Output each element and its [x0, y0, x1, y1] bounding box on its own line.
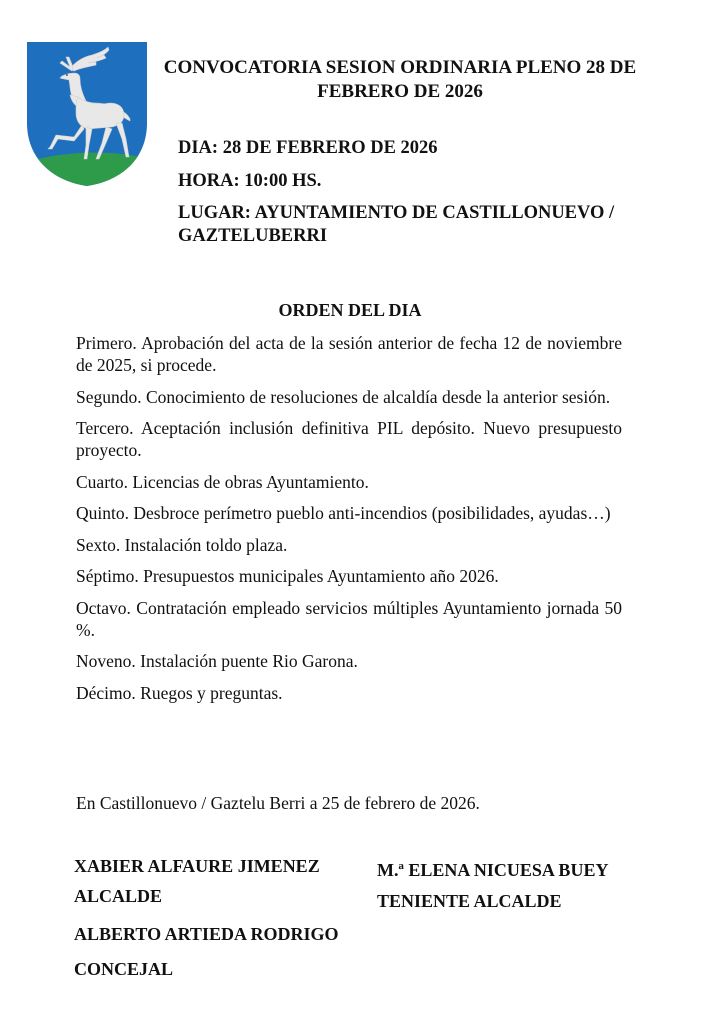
signatory-role-concejal: CONCEJAL — [74, 959, 174, 979]
meeting-time: HORA: 10:00 HS. — [178, 171, 322, 191]
agenda-item: Primero. Aprobación del acta de la sesión anterior de fecha 12 de noviembre de 2025, si procede. — [76, 333, 622, 375]
agenda-item: Séptimo. Presupuestos municipales Ayuntamiento año 2026. — [76, 566, 499, 586]
agenda-item: Octavo. Contratación empleado servicios múltiples Ayuntamiento jornada 50 %. — [76, 597, 622, 640]
signatory-role-alcalde: ALCALDE — [74, 886, 163, 906]
agenda-list — [76, 332, 622, 713]
agenda-item: Décimo. Ruegos y preguntas. — [76, 682, 283, 703]
meeting-date: DIA: 28 DE FEBRERO DE 2026 — [178, 138, 438, 158]
deer-eye — [66, 74, 68, 76]
agenda-item: Segundo. Conocimiento de resoluciones de alcaldía desde la anterior sesión. — [76, 386, 611, 407]
agenda-item: Tercero. Aceptación inclusión definitiva PIL depósito. Nuevo presupuesto proyecto. — [76, 418, 622, 460]
signatory-name-alcalde: XABIER ALFAURE JIMENEZ — [74, 856, 320, 876]
agenda-item: Quinto. Desbroce perímetro pueblo anti-incendios (posibilidades, ayudas…) — [76, 503, 611, 523]
agenda-item: Sexto. Instalación toldo plaza. — [76, 534, 288, 555]
agenda-item: Noveno. Instalación puente Rio Garona. — [76, 651, 358, 671]
meeting-place: LUGAR: AYUNTAMIENTO DE CASTILLONUEVO / GAZTELUBERRI — [178, 203, 615, 246]
agenda-item: Cuarto. Licencias de obras Ayuntamiento. — [76, 471, 369, 492]
signatory-name-teniente: M.ª ELENA NICUESA BUEY — [377, 860, 609, 880]
coat-of-arms-logo — [26, 41, 148, 187]
signatory-name-concejal: ALBERTO ARTIEDA RODRIGO — [74, 924, 339, 944]
signatory-role-teniente: TENIENTE ALCALDE — [377, 891, 562, 911]
closing-place-date: En Castillonuevo / Gaztelu Berri a 25 de febrero de 2026. — [76, 793, 480, 813]
agenda-heading: ORDEN DEL DIA — [278, 300, 422, 320]
document-title: CONVOCATORIA SESION ORDINARIA PLENO 28 DE FEBRERO DE 2026 — [163, 57, 637, 102]
meeting-details — [178, 136, 658, 257]
